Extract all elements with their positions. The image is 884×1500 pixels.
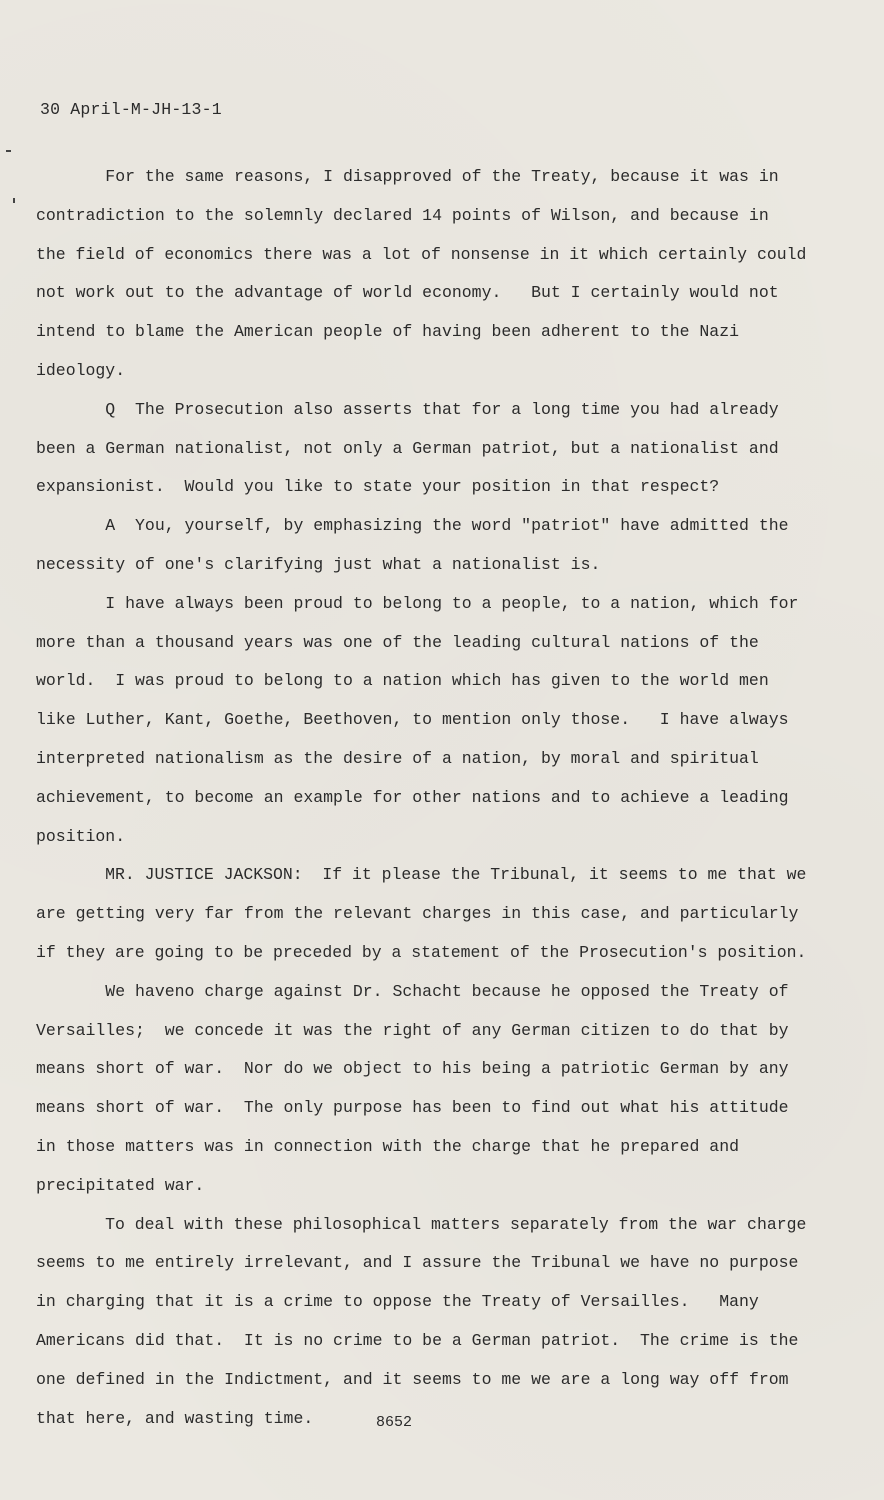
text-line: MR. JUSTICE JACKSON: If it please the Tribunal, it seems to me that we xyxy=(36,865,807,885)
text-line: one defined in the Indictment, and it seems to me we are a long way off from xyxy=(36,1369,789,1389)
text-line: like Luther, Kant, Goethe, Beethoven, to mention only those. I have always xyxy=(36,710,789,730)
page-number: 8652 xyxy=(376,1414,413,1431)
text-line: seems to me entirely irrelevant, and I assure the Tribunal we have no purpose xyxy=(36,1253,799,1273)
text-line: ideology. xyxy=(36,360,126,380)
text-line: necessity of one's clarifying just what a nationalist is. xyxy=(36,554,601,574)
text-line: been a German nationalist, not only a German patriot, but a nationalist and xyxy=(36,438,779,458)
text-line: intend to blame the American people of having been adherent to the Nazi xyxy=(36,322,740,342)
text-line: To deal with these philosophical matters separately from the war charge xyxy=(36,1214,807,1234)
text-line: For the same reasons, I disapproved of the Treaty, because it was in xyxy=(36,167,779,186)
text-line: We haveno charge against Dr. Schacht because he opposed the Treaty of xyxy=(36,981,789,1001)
text-line: world. I was proud to belong to a nation which has given to the world men xyxy=(36,671,769,691)
document-body xyxy=(36,158,806,1438)
text-line: expansionist. Would you like to state your position in that respect? xyxy=(36,477,720,497)
text-line: not work out to the advantage of world economy. But I certainly would not xyxy=(36,283,779,303)
text-line: precipitated war. xyxy=(36,1175,205,1195)
text-line: that here, and wasting time. xyxy=(36,1408,314,1428)
text-line: Versailles; we concede it was the right of any German citizen to do that by xyxy=(36,1020,789,1040)
margin-mark xyxy=(13,198,15,203)
text-line: interpreted nationalism as the desire of a nation, by moral and spiritual xyxy=(36,748,759,768)
margin-mark xyxy=(6,150,11,152)
text-line: more than a thousand years was one of the leading cultural nations of the xyxy=(36,632,759,652)
text-line: I have always been proud to belong to a people, to a nation, which for xyxy=(36,593,799,613)
document-header: 30 April-M-JH-13-1 xyxy=(40,100,222,119)
text-line: Americans did that. It is no crime to be a German patriot. The crime is the xyxy=(36,1330,799,1350)
text-line: in charging that it is a crime to oppose the Treaty of Versailles. Many xyxy=(36,1292,759,1312)
text-line: the field of economics there was a lot of nonsense in it which certainly could xyxy=(36,244,807,264)
text-line: if they are going to be preceded by a statement of the Prosecution's position. xyxy=(36,942,807,962)
text-line: contradiction to the solemnly declared 14 points of Wilson, and because in xyxy=(36,205,769,225)
text-line: achievement, to become an example for other nations and to achieve a leading xyxy=(36,787,789,807)
text-line: position. xyxy=(36,826,126,846)
text-line: are getting very far from the relevant charges in this case, and particularly xyxy=(36,904,799,924)
text-line: means short of war. Nor do we object to his being a patriotic German by any xyxy=(36,1059,789,1079)
text-line: A You, yourself, by emphasizing the word "patriot" have admitted the xyxy=(36,516,789,536)
text-line: in those matters was in connection with the charge that he prepared and xyxy=(36,1136,740,1156)
text-line: means short of war. The only purpose has been to find out what his attitude xyxy=(36,1098,789,1118)
text-line: Q The Prosecution also asserts that for a long time you had already xyxy=(36,399,779,419)
